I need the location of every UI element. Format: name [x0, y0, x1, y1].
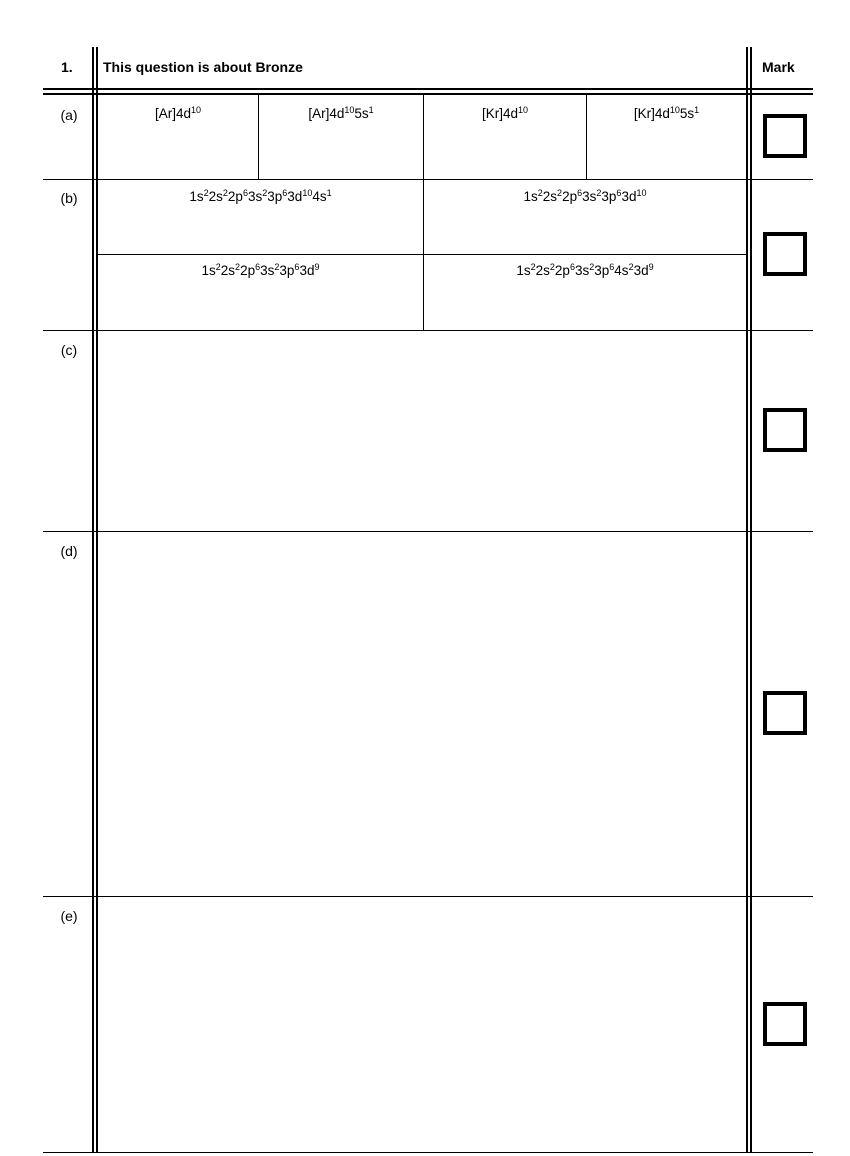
- part-a-mark-box[interactable]: [763, 114, 807, 158]
- part-b-option[interactable]: $1s^22s^22p^63s^23p^64s^23d^9$: [516, 262, 654, 278]
- part-d-divider: [43, 896, 813, 897]
- part-a-cell-divider: [423, 95, 424, 179]
- question-number: 1.: [61, 59, 73, 75]
- part-a-option[interactable]: $[Ar]4d^{10}5s^1$: [308, 105, 374, 121]
- mark-column-header: Mark: [762, 59, 795, 75]
- part-e-label: (e): [60, 908, 78, 924]
- part-d-mark-box[interactable]: [763, 691, 807, 735]
- part-b-option[interactable]: $1s^22s^22p^63s^23p^63d^{10}4s^1$: [189, 188, 332, 204]
- part-b-cell-divider: [423, 180, 424, 330]
- part-b-mark-box[interactable]: [763, 232, 807, 276]
- part-a-cell-divider: [258, 95, 259, 179]
- part-a-option[interactable]: $[Ar]4d^{10}$: [154, 105, 202, 121]
- header-divider-top: [43, 88, 813, 90]
- part-b-option[interactable]: $1s^22s^22p^63s^23p^63d^9$: [201, 262, 320, 278]
- part-a-divider: [43, 179, 813, 180]
- part-b-divider: [43, 330, 813, 331]
- mark-border-outer: [746, 47, 748, 1153]
- part-e-mark-box[interactable]: [763, 1002, 807, 1046]
- part-a-option[interactable]: $[Kr]4d^{10}5s^1$: [633, 105, 700, 121]
- part-a-cell-divider: [586, 95, 587, 179]
- part-b-row-divider: [98, 254, 746, 255]
- bottom-border: [43, 1152, 813, 1153]
- left-border-inner: [96, 47, 98, 1153]
- part-c-mark-box[interactable]: [763, 408, 807, 452]
- header-divider-bottom: [43, 93, 813, 95]
- part-a-option[interactable]: $[Kr]4d^{10}$: [481, 105, 529, 121]
- question-title: This question is about Bronze: [103, 59, 303, 75]
- left-border-outer: [92, 47, 94, 1153]
- part-c-divider: [43, 531, 813, 532]
- part-a-label: (a): [60, 107, 78, 123]
- part-c-label: (c): [60, 342, 78, 358]
- part-d-label: (d): [60, 543, 78, 559]
- mark-border-inner: [750, 47, 752, 1153]
- part-b-label: (b): [60, 190, 78, 206]
- part-b-option[interactable]: $1s^22s^22p^63s^23p^63d^{10}$: [523, 188, 647, 204]
